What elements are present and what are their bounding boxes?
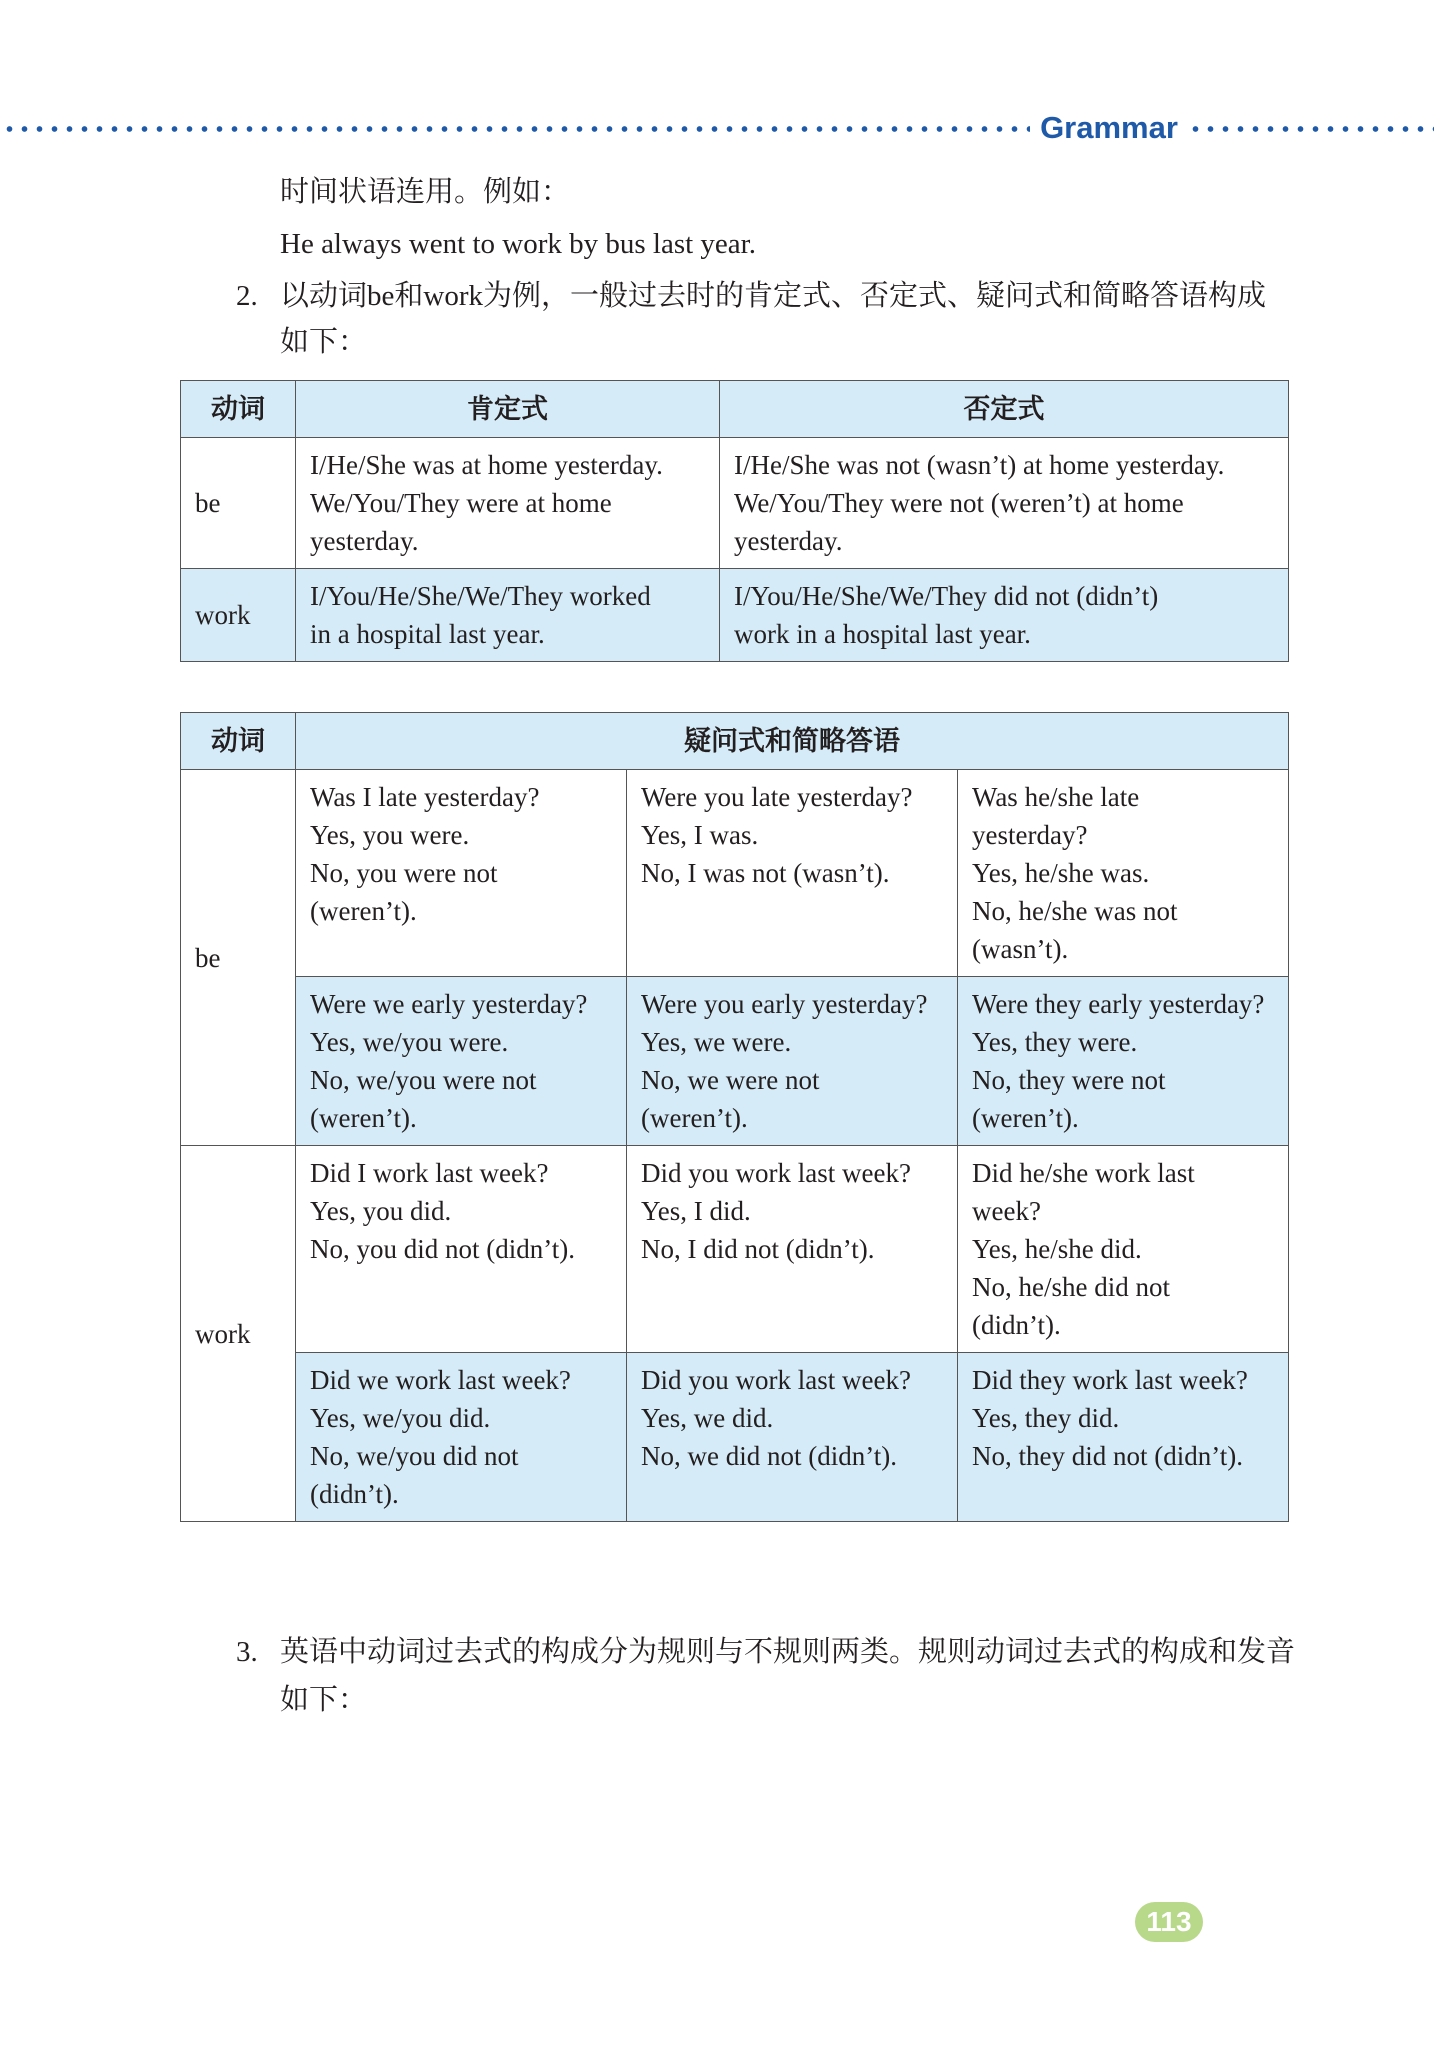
negative-cell: I/You/He/She/We/They did not (didn’t) work in a hospital last year. [720, 569, 1289, 662]
intro-example: He always went to work by bus last year. [280, 228, 756, 260]
table-row-be-singular [181, 770, 1289, 977]
item-3-text: 英语中动词过去式的构成分为规则与不规则两类。规则动词过去式的构成和发音 [280, 1636, 1296, 1668]
header-negative: 否定式 [720, 381, 1289, 438]
item-3-number: 3. [236, 1636, 258, 1668]
header-dot-rule-right [1188, 124, 1434, 134]
table-row-work [181, 569, 1289, 662]
table-header-row [181, 381, 1289, 438]
question-cell: Were they early yesterday? Yes, they were. No, they were not (weren’t). [958, 977, 1289, 1146]
question-cell: Was I late yesterday? Yes, you were. No, you were not (weren’t). [296, 770, 627, 977]
table-row-work-singular [181, 1146, 1289, 1353]
question-cell: Were we early yesterday? Yes, we/you were. No, we/you were not (weren’t). [296, 977, 627, 1146]
positive-cell: I/He/She was at home yesterday. We/You/They were at home yesterday. [296, 438, 720, 569]
positive-cell: I/You/He/She/We/They worked in a hospital last year. [296, 569, 720, 662]
question-cell: Was he/she late yesterday? Yes, he/she was. No, he/she was not (wasn’t). [958, 770, 1289, 977]
verb-cell: be [181, 770, 296, 1146]
header-questions: 疑问式和简略答语 [296, 713, 1289, 770]
verb-cell: be [181, 438, 296, 569]
question-cell: Did they work last week? Yes, they did. No, they did not (didn’t). [958, 1353, 1289, 1522]
header-positive: 肯定式 [296, 381, 720, 438]
question-cell: Did you work last week? Yes, we did. No, we did not (didn’t). [627, 1353, 958, 1522]
verb-cell: work [181, 1146, 296, 1522]
table-row-be [181, 438, 1289, 569]
question-cell: Were you late yesterday? Yes, I was. No, I was not (wasn’t). [627, 770, 958, 977]
negative-cell: I/He/She was not (wasn’t) at home yesterday. We/You/They were not (weren’t) at home yesterday. [720, 438, 1289, 569]
question-cell: Were you early yesterday? Yes, we were. No, we were not (weren’t). [627, 977, 958, 1146]
question-cell: Did he/she work last week? Yes, he/she did. No, he/she did not (didn’t). [958, 1146, 1289, 1353]
item-2-text: 以动词be和work为例，一般过去时的肯定式、否定式、疑问式和简略答语构成 [280, 280, 1266, 312]
header-dot-rule-left [2, 124, 1030, 134]
intro-line: 时间状语连用。例如： [280, 176, 571, 208]
table-questions-answers [180, 712, 1289, 1522]
table-row-work-plural [181, 1353, 1289, 1522]
table-row-be-plural [181, 977, 1289, 1146]
question-cell: Did we work last week? Yes, we/you did. No, we/you did not (didn’t). [296, 1353, 627, 1522]
question-cell: Did you work last week? Yes, I did. No, I did not (didn’t). [627, 1146, 958, 1353]
item-3-text-continued: 如下： [280, 1684, 368, 1716]
question-cell: Did I work last week? Yes, you did. No, you did not (didn’t). [296, 1146, 627, 1353]
item-2-text-continued: 如下： [280, 326, 368, 358]
header-verb: 动词 [181, 381, 296, 438]
verb-cell: work [181, 569, 296, 662]
item-2-number: 2. [236, 280, 258, 312]
page-number-badge: 113 [1135, 1902, 1203, 1942]
table-header-row [181, 713, 1289, 770]
table-affirmative-negative [180, 380, 1289, 662]
header-verb: 动词 [181, 713, 296, 770]
section-label: Grammar [1040, 110, 1178, 145]
